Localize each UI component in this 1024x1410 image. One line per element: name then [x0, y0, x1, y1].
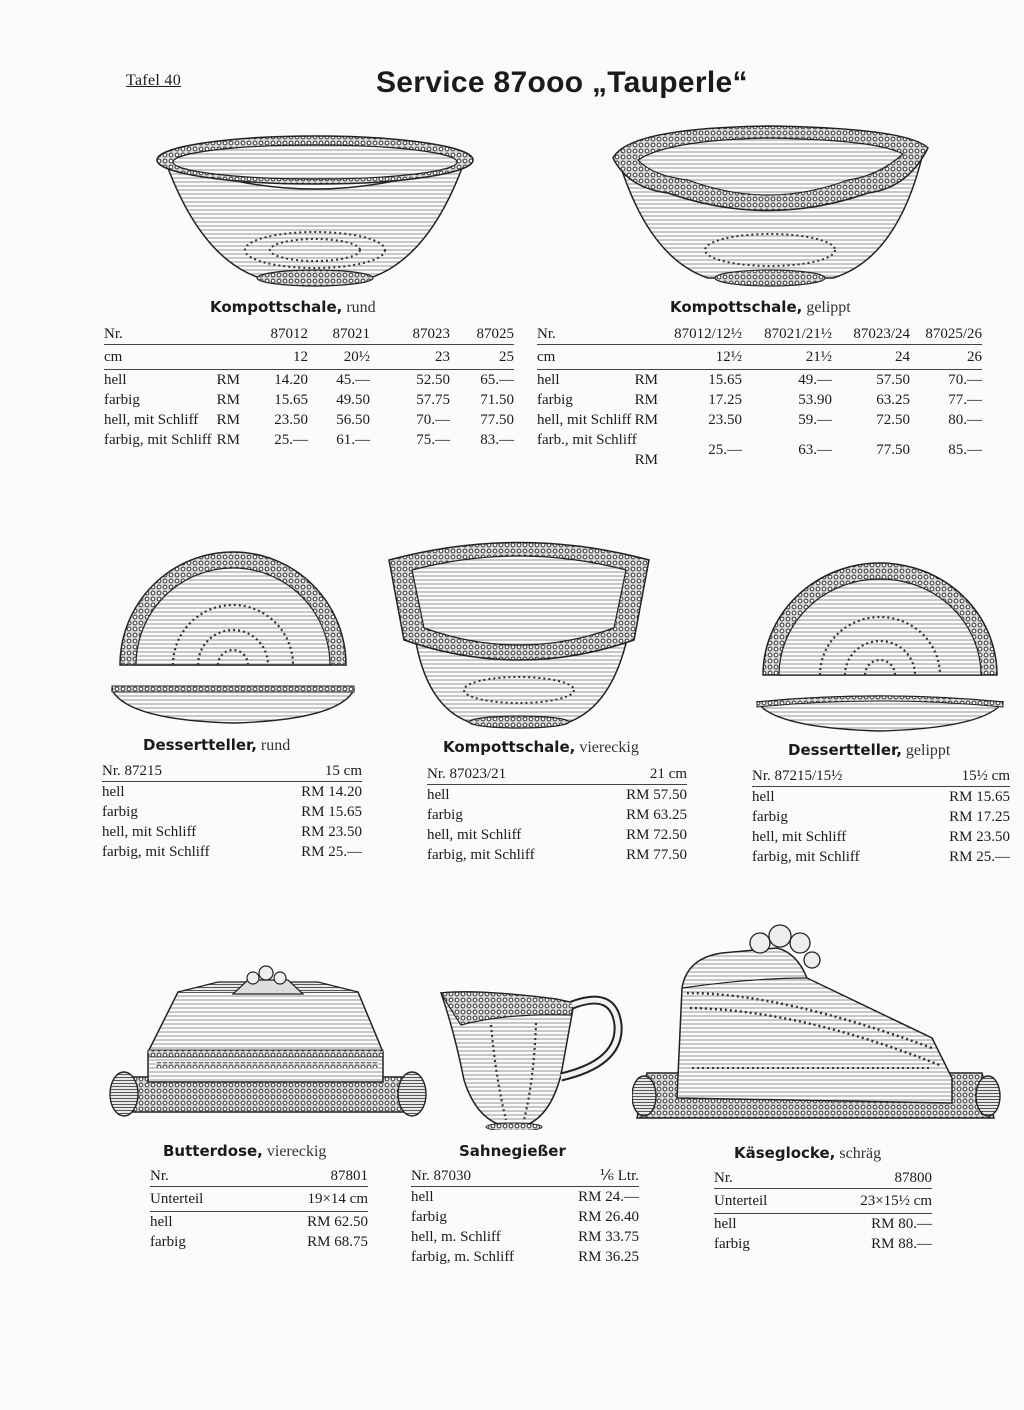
col-header: 87021/21½ — [742, 324, 832, 345]
price-row — [411, 1227, 639, 1247]
dessert-plate-lipped-illustration — [755, 550, 1005, 735]
price-cell: RM 62.50 — [307, 1214, 368, 1230]
price-row — [427, 845, 687, 865]
bowl-lipped-illustration — [608, 118, 933, 293]
price-cell: 53.90 — [798, 392, 832, 408]
page-title: Service 87ooo „Tauperle“ — [376, 66, 748, 99]
product-name: Käseglocke, — [734, 1144, 836, 1162]
price-cell: RM 25.— — [949, 849, 1010, 865]
creamer-illustration — [436, 985, 626, 1130]
price-cell: 23.50 — [274, 412, 308, 428]
variant-label: farbig — [752, 809, 788, 825]
price-row — [752, 847, 1010, 867]
price-row — [104, 410, 514, 430]
variant-label: farbig — [411, 1209, 447, 1225]
product-variant: rund — [260, 737, 291, 754]
product-name: Butterdose, — [163, 1142, 263, 1160]
section-bowl-lipped-heading — [670, 298, 851, 317]
section-creamer-heading — [459, 1142, 566, 1161]
size-cell: 12 — [244, 345, 308, 370]
sub-label: Unterteil — [714, 1189, 844, 1214]
nr-cell: 87801 — [280, 1166, 368, 1187]
variant-label: hell — [714, 1216, 737, 1232]
price-cell: 45.— — [336, 372, 370, 388]
price-row — [411, 1207, 639, 1227]
size-cell: 21½ — [742, 345, 832, 370]
product-name: Sahnegießer — [459, 1142, 566, 1160]
price-cell: 15.65 — [708, 372, 742, 388]
price-table-dessert-round — [102, 761, 362, 862]
variant-label: hell RM — [537, 372, 658, 388]
variant-label: farb., mit Schliff RM — [537, 432, 658, 468]
variant-label: hell, mit Schliff — [427, 827, 522, 843]
col-header: 87025/26 — [910, 324, 982, 345]
cm-label: cm — [104, 345, 244, 370]
price-cell: 49.— — [798, 372, 832, 388]
nr-cell: Nr. 87215/15½ — [752, 766, 930, 787]
variant-label: hell, mit Schliff — [102, 824, 197, 840]
price-row — [714, 1214, 932, 1235]
price-cell: 71.50 — [480, 392, 514, 408]
price-row — [427, 805, 687, 825]
butter-dish-illustration — [108, 962, 428, 1137]
size-cell: ⅙ Ltr. — [551, 1166, 639, 1187]
size-cell: 12½ — [662, 345, 742, 370]
price-cell: 77.50 — [876, 442, 910, 458]
price-cell: 59.— — [798, 412, 832, 428]
price-cell: RM 33.75 — [578, 1229, 639, 1245]
price-row — [411, 1247, 639, 1267]
section-dessert-round-heading — [143, 736, 290, 755]
sub-label: Unterteil — [150, 1187, 280, 1212]
col-header: 87023/24 — [832, 324, 910, 345]
price-cell: 23.50 — [708, 412, 742, 428]
product-name: Kompottschale, — [210, 298, 343, 316]
variant-label: hell — [752, 789, 775, 805]
variant-label: hell, mit Schliff RM — [104, 412, 240, 428]
price-row — [537, 430, 982, 470]
price-row — [102, 842, 362, 862]
price-table-creamer — [411, 1166, 639, 1267]
variant-label: hell RM — [104, 372, 240, 388]
product-variant: gelippt — [905, 742, 951, 759]
nr-label: Nr. — [714, 1168, 844, 1189]
price-row — [102, 822, 362, 842]
size-cell: 26 — [910, 345, 982, 370]
nr-cell: Nr. 87030 — [411, 1166, 551, 1187]
price-cell: 77.— — [948, 392, 982, 408]
price-cell: RM 15.65 — [301, 804, 362, 820]
price-row — [427, 825, 687, 845]
price-row — [714, 1234, 932, 1254]
price-cell: 85.— — [948, 442, 982, 458]
col-header: 87021 — [308, 324, 370, 345]
price-cell: 15.65 — [274, 392, 308, 408]
product-variant: gelippt — [806, 299, 851, 316]
variant-label: hell, mit Schliff — [752, 829, 847, 845]
price-cell: RM 77.50 — [626, 847, 687, 863]
price-cell: 17.25 — [708, 392, 742, 408]
variant-label: farbig — [714, 1236, 750, 1252]
price-cell: 77.50 — [480, 412, 514, 428]
section-cheese-dome-heading — [734, 1144, 881, 1163]
price-row — [102, 782, 362, 803]
variant-label: farbig, mit Schliff — [427, 847, 535, 863]
price-row — [752, 827, 1010, 847]
price-cell: 57.50 — [876, 372, 910, 388]
price-cell: RM 23.50 — [949, 829, 1010, 845]
variant-label: hell — [411, 1189, 434, 1205]
price-row — [104, 390, 514, 410]
price-cell: 25.— — [708, 442, 742, 458]
col-header: 87025 — [450, 324, 514, 345]
price-cell: RM 14.20 — [301, 784, 362, 800]
variant-label: hell, mit Schliff RM — [537, 412, 658, 428]
price-row — [104, 370, 514, 391]
price-cell: 63.25 — [876, 392, 910, 408]
sub-value: 23×15½ cm — [844, 1189, 932, 1214]
price-cell: 57.75 — [416, 392, 450, 408]
section-dessert-lipped-heading — [788, 741, 950, 760]
cm-label: cm — [537, 345, 662, 370]
product-name: Kompottschale, — [670, 298, 803, 316]
price-cell: 63.— — [798, 442, 832, 458]
cheese-dome-illustration — [632, 918, 1002, 1138]
price-table-bowl-lipped — [537, 324, 982, 470]
size-cell: 23 — [370, 345, 450, 370]
variant-label: farbig, m. Schliff — [411, 1249, 515, 1265]
variant-label: farbig — [102, 804, 138, 820]
price-cell: 75.— — [416, 432, 450, 448]
price-cell: RM 23.50 — [301, 824, 362, 840]
nr-label: Nr. — [150, 1166, 280, 1187]
col-header: 87012 — [244, 324, 308, 345]
price-table-bowl-square — [427, 764, 687, 865]
size-cell: 21 cm — [607, 764, 687, 785]
variant-label: farbig RM — [104, 392, 240, 408]
price-cell: RM 88.— — [871, 1236, 932, 1252]
size-cell: 15½ cm — [930, 766, 1010, 787]
dessert-plate-round-illustration — [108, 530, 358, 730]
product-variant: rund — [346, 299, 376, 316]
section-bowl-square-heading — [443, 738, 639, 757]
col-header: 87012/12½ — [662, 324, 742, 345]
price-table-bowl-round — [104, 324, 514, 450]
nr-cell: Nr. 87023/21 — [427, 764, 607, 785]
price-cell: 52.50 — [416, 372, 450, 388]
price-row — [150, 1232, 368, 1252]
product-name: Dessertteller, — [788, 741, 902, 759]
price-table-cheese-dome — [714, 1168, 932, 1254]
price-cell: RM 24.— — [578, 1189, 639, 1205]
variant-label: farbig, mit Schliff — [102, 844, 210, 860]
price-table-butter-dish — [150, 1166, 368, 1252]
price-cell: RM 25.— — [301, 844, 362, 860]
price-cell: RM 17.25 — [949, 809, 1010, 825]
variant-label: hell, m. Schliff — [411, 1229, 501, 1245]
price-row — [752, 787, 1010, 808]
size-cell: 25 — [450, 345, 514, 370]
price-row — [537, 390, 982, 410]
price-row — [150, 1212, 368, 1233]
product-variant: schräg — [839, 1145, 882, 1162]
price-cell: 56.50 — [336, 412, 370, 428]
section-butter-dish-heading — [163, 1142, 326, 1161]
variant-label: farbig — [427, 807, 463, 823]
sub-value: 19×14 cm — [280, 1187, 368, 1212]
bowl-round-illustration — [150, 128, 480, 293]
product-variant: viereckig — [266, 1143, 327, 1160]
price-cell: RM 15.65 — [949, 789, 1010, 805]
variant-label: farbig, mit Schliff RM — [104, 432, 240, 448]
price-cell: 65.— — [480, 372, 514, 388]
plate-label: Tafel 40 — [126, 72, 182, 89]
nr-label: Nr. — [104, 324, 244, 345]
variant-label: hell — [102, 784, 125, 800]
section-bowl-round-heading — [210, 298, 376, 317]
price-table-dessert-lipped — [752, 766, 1010, 867]
nr-label: Nr. — [537, 324, 662, 345]
price-cell: RM 26.40 — [578, 1209, 639, 1225]
price-cell: RM 63.25 — [626, 807, 687, 823]
product-variant: viereckig — [579, 739, 639, 756]
price-cell: 70.— — [416, 412, 450, 428]
product-name: Dessertteller, — [143, 736, 257, 754]
price-row — [427, 785, 687, 806]
price-cell: RM 57.50 — [626, 787, 687, 803]
price-cell: 80.— — [948, 412, 982, 428]
nr-cell: Nr. 87215 — [102, 761, 282, 782]
price-cell: RM 80.— — [871, 1216, 932, 1232]
size-cell: 24 — [832, 345, 910, 370]
product-name: Kompottschale, — [443, 738, 576, 756]
nr-cell: 87800 — [844, 1168, 932, 1189]
size-cell: 15 cm — [282, 761, 362, 782]
size-cell: 20½ — [308, 345, 370, 370]
price-row — [411, 1187, 639, 1208]
price-cell: 70.— — [948, 372, 982, 388]
variant-label: hell — [427, 787, 450, 803]
price-cell: RM 72.50 — [626, 827, 687, 843]
col-header: 87023 — [370, 324, 450, 345]
bowl-square-illustration — [384, 530, 654, 730]
variant-label: farbig — [150, 1234, 186, 1250]
price-row — [537, 410, 982, 430]
price-row — [102, 802, 362, 822]
price-cell: 25.— — [274, 432, 308, 448]
variant-label: hell — [150, 1214, 173, 1230]
price-cell: 14.20 — [274, 372, 308, 388]
variant-label: farbig RM — [537, 392, 658, 408]
price-cell: 61.— — [336, 432, 370, 448]
price-row — [104, 430, 514, 450]
price-cell: RM 68.75 — [307, 1234, 368, 1250]
price-cell: 72.50 — [876, 412, 910, 428]
price-cell: 49.50 — [336, 392, 370, 408]
variant-label: farbig, mit Schliff — [752, 849, 860, 865]
price-row — [537, 370, 982, 391]
price-row — [752, 807, 1010, 827]
price-cell: RM 36.25 — [578, 1249, 639, 1265]
price-cell: 83.— — [480, 432, 514, 448]
